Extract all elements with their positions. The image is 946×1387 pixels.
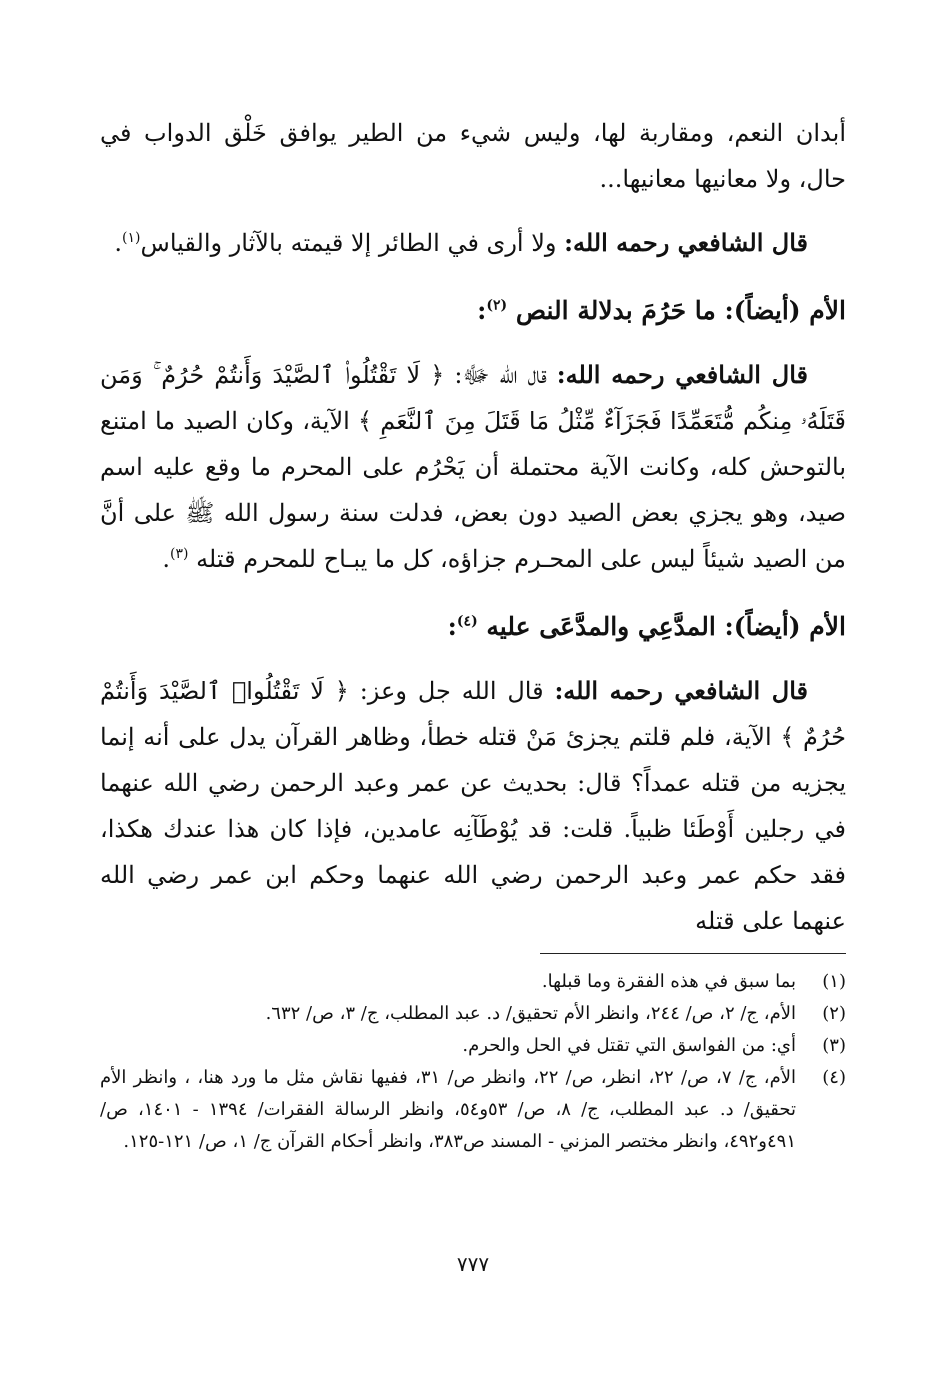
footnote-number: (٢) — [822, 1003, 846, 1024]
footnote-text: أي: من الفواسق التي تقتل في الحل والحرم. — [462, 1035, 796, 1056]
paragraph-3 — [100, 352, 846, 582]
footnote-ref: (٢) — [486, 297, 508, 314]
footnote-number: (٤) — [822, 1067, 846, 1088]
footnote-item — [100, 966, 846, 998]
paragraph-4 — [100, 668, 846, 944]
punctuation: . — [162, 545, 170, 573]
footnotes — [100, 966, 846, 1158]
speaker-label: قال الشافعي رحمه الله: — [554, 676, 808, 705]
heading-text: الأم (أيضاً): المدَّعِي والمدَّعَى عليه — [486, 612, 846, 641]
main-text — [100, 110, 846, 944]
footnote-text: الأم، ج/ ٧، ص/ ٢٢، انظر، ص/ ٢٢، وانظر ص/ ٣١، ففيها نقاش مثل ما ورد هنا، ، وانظر الأم تحقيق/ د. عبد المطلب، ج/ ٨، ص/ ٥٣و٥٤، وانظر الرسالة الفقرات/ ١٣٩٤ - ١٤٠١، ص/ ٤٩١و٤٩٢، وانظر مختصر المزني - المسند ص٣٨٣، وانظر أحكام القرآن ج/ ١، ص/ ١٢١-١٢٥. — [100, 1067, 796, 1152]
paragraph-text: الآية، وكان الصيد ما امتنع بالتوحش كله، وكانت الآية محتملة أن يَحْرُم على المحرم ما وقع عليه اسم صيد، وهو يجزي بعض الصيد دون بعض، فدلت سنة رسول الله ﷺ على أنَّ من الصيد شيئاً ليس على المحـرم جزاؤه، كل ما يبـاح للمحرم قتله — [100, 407, 846, 573]
punctuation: : — [447, 612, 457, 641]
paragraph-2 — [100, 220, 846, 266]
footnote-divider — [540, 953, 846, 954]
footnote-number: (٣) — [822, 1035, 846, 1056]
quran-verse: ﴿ لَا تَقْتُلُوا۟ ٱلصَّيْدَ وَأَنتُمْ حُرُمٌ ۚ وَمَن قَتَلَهُۥ مِنكُم مُّتَعَمِّدًا فَجَزَآءٌ مِّثْلُ مَا قَتَلَ مِنَ ٱلنَّعَمِ ﴾ — [100, 361, 847, 435]
footnote-item — [100, 1030, 846, 1062]
heading-text: الأم (أيضاً): ما حَرُمَ بدلالة النص — [515, 296, 846, 325]
footnote-text: الأم، ج/ ٢، ص/ ٢٤٤، وانظر الأم تحقيق/ د. عبد المطلب، ج/ ٣، ص/ ٦٣٢. — [265, 1003, 796, 1024]
footnote-number: (١) — [822, 971, 846, 992]
quran-verse: ﴿ لَا تَقْتُلُوا۟ ٱلصَّيْدَ وَأَنتُمْ حُرُمٌ ﴾ — [100, 677, 846, 751]
section-heading-2 — [100, 604, 846, 650]
speaker-label: قال الشافعي رحمه الله: — [556, 360, 808, 389]
footnote-ref: (٤) — [456, 613, 478, 630]
footnote-text: بما سبق في هذه الفقرة وما قبلها. — [541, 971, 796, 992]
paragraph-text: ولا أرى في الطائر إلا قيمته بالآثار والقياس — [140, 229, 565, 257]
paragraph-text: الآية، فلم قلتم يجزئ مَنْ قتله خطأ، وظاهر القرآن يدل على أنه إنما يجزيه من قتله عمداً؟ قال: بحديث عن عمر وعبد الرحمن رضي الله عنهما في رجلين أَوْطَئا ظبياً. قلت: قد يُوْطَآنِه عامدين، فإذا كان هذا عندك هكذا، فقد حكم عمر وعبد الرحمن رضي الله عنهما وحكم ابن عمر رضي الله عنهما على قتله — [100, 723, 846, 935]
footnote-item — [100, 1062, 846, 1158]
page-number: ٧٧٧ — [456, 1252, 490, 1276]
punctuation: : — [477, 296, 487, 325]
footnote-ref: (١) — [122, 230, 141, 246]
section-heading-1 — [100, 288, 846, 334]
speaker-label: قال الشافعي رحمه الله: — [564, 228, 808, 257]
paragraph-text: قال الله ﷻ: — [444, 361, 557, 389]
footnote-ref: (٣) — [169, 546, 189, 562]
paragraph-text: قال الله جل وعز: — [348, 677, 555, 705]
footnote-item — [100, 998, 846, 1030]
punctuation: . — [114, 229, 123, 257]
paragraph-1: أبدان النعم، ومقاربة لها، وليس شيء من الطير يوافق خَلْق الدواب في حال، ولا معانيها معانيها... — [100, 119, 846, 193]
